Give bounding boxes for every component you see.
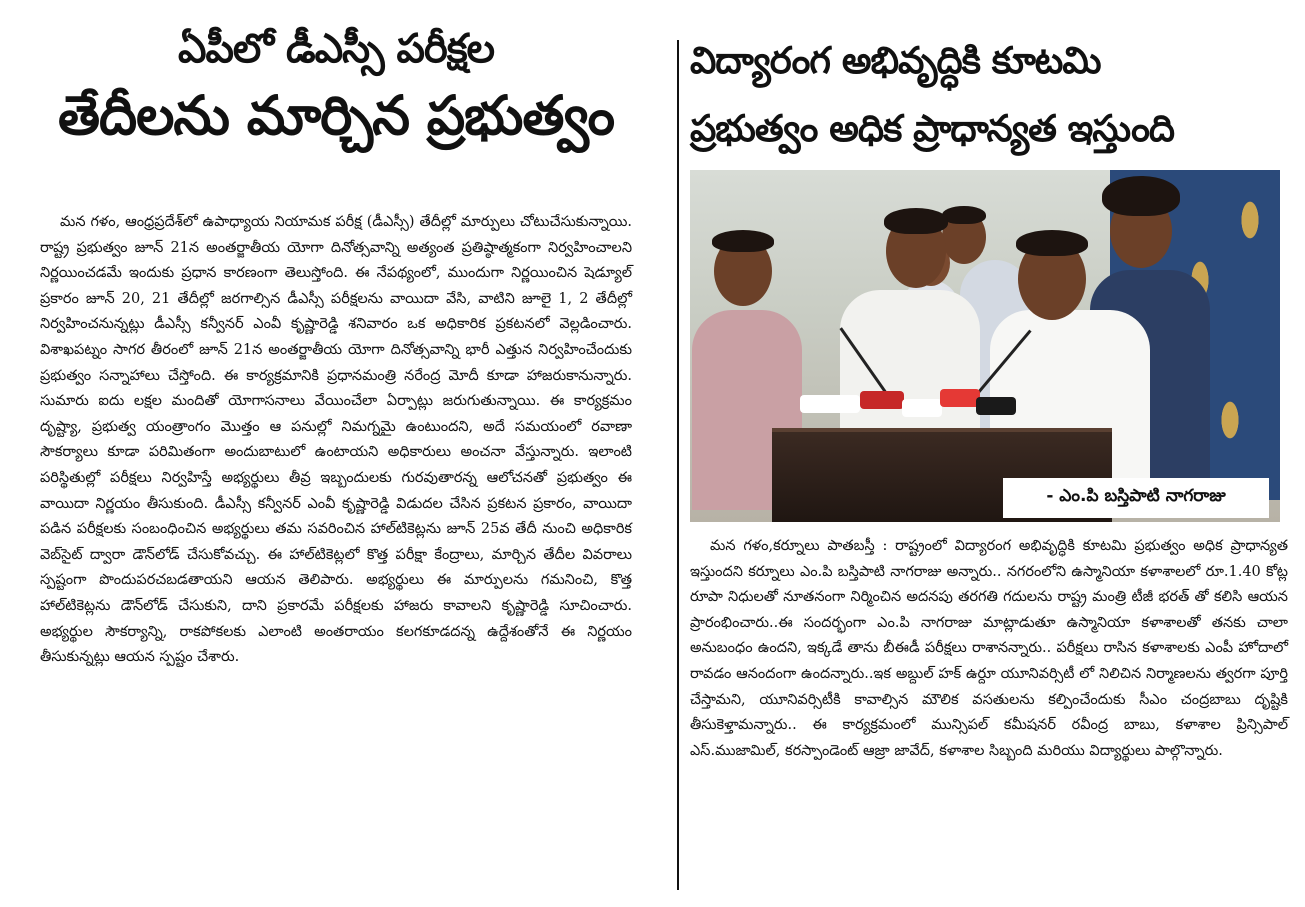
right-article-body: మన గళం,కర్నూలు పాతబస్తీ : రాష్ట్రంలో విద్యారంగ అభివృద్ధికి కూటమి ప్రభుత్వం అధిక ప్రాధాన్యత ఇస్తుందని కర్నూలు ఎం.పి బస్తిపాటి నాగరాజు అన్నారు.. నగరంలోని ఉస్మానియా కళాశాలలో రూ.1.40 కోట్ల రూపా నిధులతో నూతనంగా నిర్మించిన అదనపు తరగతి గదులను రాష్ట్ర మంత్రి టీజీ భరత్ తో కలిసి ఆయన ప్రారంభించారు..ఈ సందర్భంగా ఎం.పి నాగరాజు మాట్లాడుతూ ఉస్మానియా కళాశాలతో తనకు చాలా అనుబంధం ఉందని, ఇక్కడే తాను బీఈడీ పరీక్షలు రాశానన్నారు.. పరీక్షలు రాసిన కళాశాలకు ఎంపీ హోదాలో రావడం ఆనందంగా ఉందన్నారు..ఇక అబ్దుల్ హక్ ఉర్దూ యూనివర్సిటీ లో నిలిచిన నిర్మాణలను త్వరగా పూర్తి చేస్తామని, యూనివర్సిటీకి కావాల్సిన మౌలిక వసతులను కల్పించేందుకు సీఎం చంద్రబాబు దృష్టికి తీసుకెళ్తామన్నారు.. ఈ కార్యక్రమంలో మున్సిపల్ కమీషనర్ రవీంద్ర బాబు, కళాశాల ప్రిన్సిపాల్ ఎస్.ముజామిల్, కరస్పాండెంట్ ఆజ్రా జావేద్, కళాశాల సిబ్బంది మరియు విద్యార్థులు పాల్గొన్నారు.: [690, 538, 1288, 759]
right-headline-line2: ప్రభుత్వం అధిక ప్రాధాన్యత ఇస్తుంది: [690, 107, 1174, 150]
left-article: [40, 20, 632, 671]
media-microphones: [790, 385, 1020, 425]
left-article-body: మన గళం, ఆంధ్రప్రదేశ్‌లో ఉపాధ్యాయ నియామక పరీక్ష (డీఎస్సీ) తేదీల్లో మార్పులు చోటుచేసుకున్నాయి. రాష్ట్ర ప్రభుత్వం జూన్ 21న అంతర్జాతీయ యోగా దినోత్సవాన్ని అత్యంత ప్రతిష్ఠాత్మకంగా నిర్వహించాలని నిర్ణయించడమే ఇందుకు ప్రధాన కారణంగా తెలుస్తోంది. ఈ నేపథ్యంలో, ముందుగా నిర్ణయించిన షెడ్యూల్ ప్రకారం జూన్ 20, 21 తేదీల్లో జరగాల్సిన డీఎస్సీ పరీక్షలను వాయిదా వేసి, వాటిని జూలై 1, 2 తేదీల్లో నిర్వహించనున్నట్లు డీఎస్సీ కన్వీనర్ ఎంవీ కృష్ణారెడ్డి శనివారం ఒక అధికారిక ప్రకటనలో వెల్లడించారు. విశాఖపట్నం సాగర తీరంలో జూన్ 21న అంతర్జాతీయ యోగా దినోత్సవాన్ని భారీ ఎత్తున నిర్వహించేందుకు ప్రభుత్వం సన్నాహాలు చేస్తోంది. ఈ కార్యక్రమానికి ప్రధానమంత్రి నరేంద్ర మోదీ కూడా హాజరుకానున్నారు. సుమారు ఐదు లక్షల మందితో యోగాసనాలు వేయించేలా ఏర్పాట్లు జరుగుతున్నాయి. ఈ కార్యక్రమం దృష్ట్యా, ప్రభుత్వ యంత్రాంగం మొత్తం ఆ పనుల్లో నిమగ్నమై ఉంటుందని, అదే సమయంలో రవాణా సౌకర్యాలు కూడా పరిమితంగా అందుబాటులో ఉంటాయని అధికారులు అంచనా వేస్తున్నారు. ఇలాంటి పరిస్థితుల్లో పరీక్షలు నిర్వహిస్తే అభ్యర్థులు తీవ్ర ఇబ్బందులకు గురవుతారన్న ఆలోచనతో ప్రభుత్వం ఈ వాయిదా నిర్ణయం తీసుకుంది. డీఎస్సీ కన్వీనర్ ఎంవీ కృష్ణారెడ్డి విడుదల చేసిన ప్రకటన ప్రకారం, వాయిదా పడిన పరీక్షలకు సంబంధించిన అభ్యర్థులు తమ సవరించిన హాల్‌టికెట్లను జూన్ 25వ తేదీ నుంచి అధికారిక వెబ్‌సైట్ ద్వారా డౌన్‌లోడ్ చేసుకోవచ్చు. ఈ హాల్‌టికెట్లలో కొత్త పరీక్షా కేంద్రాలు, మార్చిన తేదీల వివరాలు స్పష్టంగా పొందుపరచబడతాయని ఆయన తెలిపారు. అభ్యర్థులు ఈ మార్పులను గమనించి, కొత్త హాల్‌టికెట్లను డౌన్‌లోడ్ చేసుకుని, దాని ప్రకారమే పరీక్షలకు హాజరు కావాలని కృష్ణారెడ్డి సూచించారు. అభ్యర్థుల సౌకర్యాన్ని, రాకపోకలకు ఎలాంటి అంతరాయం కలగకూడదన్న ఉద్దేశంతోనే ఈ నిర్ణయం తీసుకున్నట్లు ఆయన స్పష్టం చేశారు.: [40, 214, 632, 666]
press-conference-photo: [690, 170, 1280, 522]
photo-caption: - ఎం.పి బస్తిపాటి నాగరాజు: [1003, 478, 1269, 518]
left-headline-line1: ఏపీలో డీఎస్సీ పరీక్షల: [178, 26, 494, 72]
right-headline-line1: విద్యారంగ అభివృద్ధికి కూటమి: [690, 39, 1101, 82]
column-divider: [677, 40, 679, 890]
right-article: [690, 32, 1288, 764]
left-headline-line2: తేదీలను మార్చిన ప్రభుత్వం: [57, 84, 615, 147]
